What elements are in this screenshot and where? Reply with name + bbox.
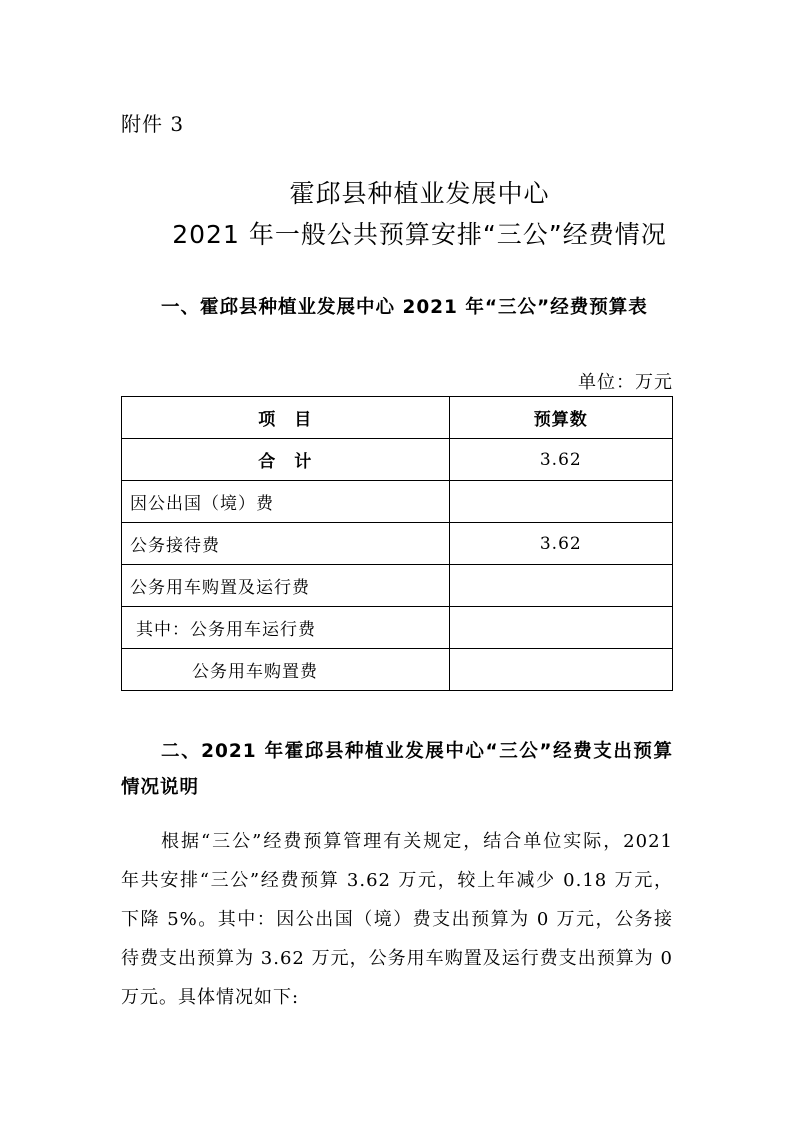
section-two-heading: 二、2021 年霍邱县种植业发展中心“三公”经费支出预算情况说明 <box>121 741 673 798</box>
table-row <box>122 565 673 607</box>
row-item-label: 因公出国（境）费 <box>122 481 450 523</box>
row-item-amount <box>449 565 672 607</box>
table-row <box>122 649 673 691</box>
table-row-total <box>122 439 673 481</box>
row-item-amount <box>449 607 672 649</box>
explanation-paragraph: 根据“三公”经费预算管理有关规定，结合单位实际，2021 年共安排“三公”经费预算 3.62 万元，较上年减少 0.18 万元，下降 5%。其中：因公出国（境）费支出预算为 0 万元，公务接待费支出预算为 3.62 万元，公务用车购置及运行费支出预算为 0 万元。具体情况如下: <box>121 831 673 1008</box>
row-item-label: 公务接待费 <box>122 523 450 565</box>
budget-table <box>121 396 673 691</box>
row-item-label: 公务用车购置费 <box>122 649 450 691</box>
row-item-amount: 3.62 <box>449 523 672 565</box>
table-row <box>122 481 673 523</box>
row-total-amount: 3.62 <box>449 439 672 481</box>
row-item-amount <box>449 481 672 523</box>
table-row <box>122 607 673 649</box>
header-item: 项 目 <box>122 397 450 439</box>
table-row <box>122 523 673 565</box>
attachment-label: 附件 3 <box>121 112 185 136</box>
unit-label: 单位：万元 <box>578 372 673 393</box>
document-title-line1: 霍邱县种植业发展中心 <box>289 179 550 208</box>
section-one-heading: 一、霍邱县种植业发展中心 2021 年“三公”经费预算表 <box>161 297 648 318</box>
document-title-line2: 2021 年一般公共预算安排“三公”经费情况 <box>172 220 667 249</box>
row-total-label: 合 计 <box>122 439 450 481</box>
row-item-label: 其中：公务用车运行费 <box>122 607 450 649</box>
table-header-row <box>122 397 673 439</box>
row-item-amount <box>449 649 672 691</box>
row-item-label: 公务用车购置及运行费 <box>122 565 450 607</box>
header-amount: 预算数 <box>449 397 672 439</box>
